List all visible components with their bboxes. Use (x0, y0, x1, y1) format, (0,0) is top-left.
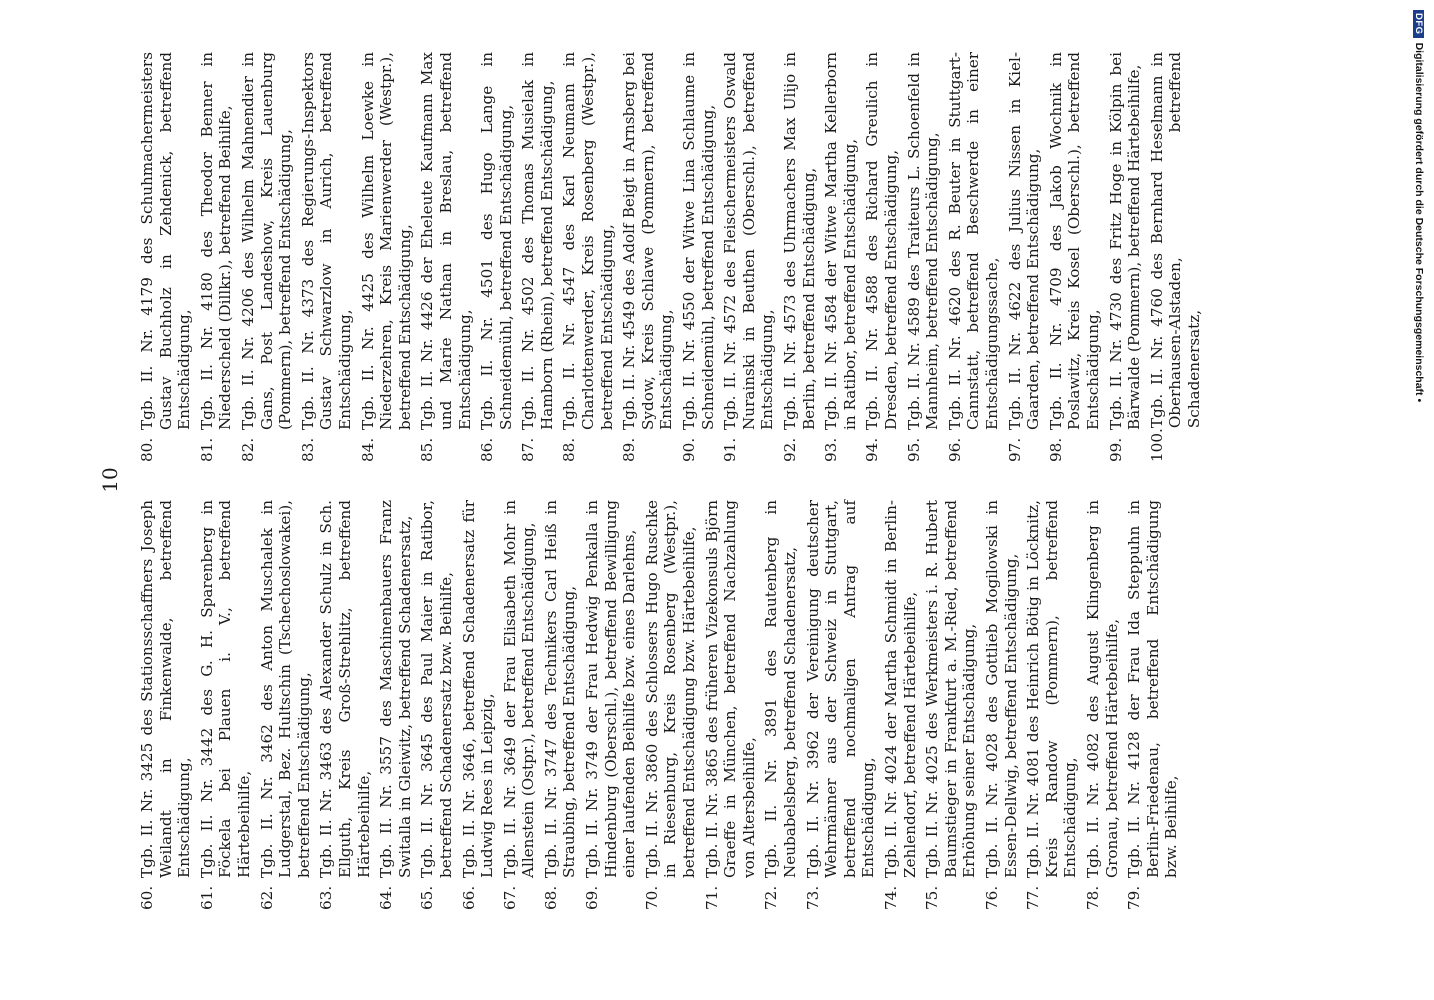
entry-number: 97. (1005, 437, 1024, 462)
entry-number: 63. (317, 885, 336, 910)
entry-text: Tgb. II. Nr. 3749 der Frau Hedwig Penkalla in Hindenburg (Oberschl.), betreffend Bewilligung einer laufenden Beihilfe bzw. eines Darlehns, (583, 500, 639, 878)
entry-text: Tgb. II. Nr. 4082 des August Klingenberg in Gronau, betreffend Härtebeihilfe, (1083, 500, 1121, 878)
list-item (822, 52, 859, 462)
entry-text: Tgb. II. Nr. 4180 des Theodor Benner in Niederscheld (Dillkr.), betreffend Beihilfe, (197, 52, 235, 430)
list-item (519, 52, 556, 462)
list-item (905, 52, 942, 462)
entry-text: Tgb. II. Nr. 4179 des Schuhmachermeisters Gustav Buchholz in Zehdenick, betreffend Entschädigung, (138, 52, 194, 430)
entry-text: Tgb. II. Nr. 3463 des Alexander Schulz in Sch. Ellguth, Kreis Groß-Strehlitz, betreffend Härtebeihilfe, (317, 500, 373, 878)
entry-number: 100. (1147, 428, 1166, 462)
list-item (138, 52, 194, 462)
list-item (703, 500, 759, 910)
entry-number: 98. (1046, 437, 1065, 462)
list-item (418, 52, 474, 462)
entry-text: Tgb. II. Nr. 4501 des Hugo Lange in Schneidemühl, betreffend Entschädigung, (478, 52, 515, 430)
entry-number: 91. (721, 437, 740, 462)
list-item (198, 52, 235, 462)
list-item (946, 52, 1002, 462)
entry-number: 61. (197, 885, 216, 910)
entry-number: 73. (803, 885, 822, 910)
entry-text: Tgb. II. Nr. 3462 des Anton Muschalek in Ludgerstal, Bez. Hultschin (Tschechoslowakei), betreffend Entschädigung, (257, 500, 313, 878)
list-item (1084, 500, 1121, 910)
entry-number: 65. (418, 885, 437, 910)
list-item (781, 52, 818, 462)
list-item (239, 52, 295, 462)
list-item (583, 500, 639, 910)
entry-number: 78. (1083, 885, 1102, 910)
entry-number: 94. (863, 437, 882, 462)
entry-text: Tgb. II. Nr. 4550 der Witwe Lina Schlaume in Schneidemühl, betreffend Entschädigung, (680, 52, 717, 430)
entry-number: 80. (138, 437, 156, 462)
entry-number: 68. (541, 885, 560, 910)
list-item (258, 500, 314, 910)
entry-text: Tgb. II. Nr. 4572 des Fleischermeisters Oswald Nurainski in Beuthen (Oberschl.), betreffend Entschädigung, (721, 52, 777, 430)
list-item (460, 500, 497, 910)
entry-number: 79. (1125, 885, 1144, 910)
entry-text: Tgb. II. Nr. 4549 des Adolf Beigt in Arnsberg bei Sydow, Kreis Schlawe (Pommern), betreffend Entschädigung, (620, 52, 676, 430)
page-number: 10 (98, 467, 122, 493)
left-column (138, 500, 1185, 910)
entry-number: 62. (257, 885, 276, 910)
list-item (1024, 500, 1080, 910)
list-item (983, 500, 1020, 910)
entry-text: Tgb. II. Nr. 3860 des Schlossers Hugo Ruschke in Riesenburg, Kreis Rosenberg (Westpr.), betreffend Entschädigung bzw. Härtebeihilfe, (642, 500, 699, 878)
entry-text: Tgb. II. Nr. 3646, betreffend Schadenersatz für Ludwig Rees in Leipzig, (459, 500, 497, 878)
list-item (317, 500, 373, 910)
entry-text: Tgb. II. Nr. 3649 der Frau Elisabeth Mohr in Allenstein (Ostpr.), betreffend Entschädigung, (500, 500, 538, 878)
entry-text: Tgb. II. Nr. 3645 des Paul Maier in Ratibor, betreffend Schadenersatz bzw. Beihilfe, (418, 500, 455, 878)
list-item (680, 52, 717, 462)
list-item (721, 52, 777, 462)
entry-number: 93. (822, 437, 841, 462)
list-item (620, 52, 676, 462)
entry-text: Tgb. II. Nr. 3442 des G. H. Sparenberg in Föckela bei Plauen i. V., betreffend Härtebeihilfe, (197, 500, 253, 878)
entry-text: Tgb. II. Nr. 4025 des Werkmeisters i. R. Hubert Baumstieger in Frankfurt a. M.-Ried, betreffend Erhöhung seiner Entschädigung, (923, 500, 979, 878)
entry-number: 92. (781, 437, 799, 462)
list-item (1107, 52, 1144, 462)
entry-number: 77. (1024, 885, 1043, 910)
entry-number: 83. (298, 437, 317, 462)
entry-text: Tgb. II. Nr. 3891 des Rautenberg in Neubabelsberg, betreffend Schadenersatz, (762, 500, 799, 878)
list-item (882, 500, 919, 910)
entry-number: 85. (418, 437, 437, 462)
entry-text: Tgb. II. Nr. 3747 des Technikers Carl Heiß in Straubing, betreffend Entschädigung, (541, 500, 579, 878)
entry-number: 74. (881, 885, 900, 910)
entry-number: 88. (560, 437, 579, 462)
entry-text: Tgb. II. Nr. 4709 des Jakob Wochnik in Poslawitz, Kreis Kosel (Oberschl.), betreffend Entschädigung, (1046, 52, 1102, 430)
list-item (1125, 500, 1181, 910)
entry-number: 72. (762, 885, 781, 910)
list-item (1006, 52, 1043, 462)
right-column (138, 52, 1207, 462)
entry-text: Tgb. II. Nr. 4760 des Bernhard Heselmann in Oberhausen-Alstaden, betreffend Schadenersatz, (1147, 52, 1203, 429)
list-item (863, 52, 900, 462)
entry-number: 76. (982, 885, 1001, 910)
list-item (542, 500, 579, 910)
entry-text: Tgb. II. Nr. 4730 des Fritz Hoge in Kölpin bei Bärwalde (Pommern), betreffend Härtebeihilfe, (1106, 52, 1144, 430)
credit-text: Digitalisierung gefördert durch die Deutsche Forschungsgemeinschaft • (1413, 42, 1425, 403)
entry-text: Tgb. II. Nr. 3425 des Stationsschaffners Joseph Weilandt in Finkenwalde, betreffend Entschädigung, (138, 500, 194, 878)
entry-text: Tgb. II. Nr. 4425 des Wilhelm Loewke in Niederzehren, Kreis Marienwerder (Westpr.), betreffend Entschädigung, (358, 52, 414, 430)
list-item (1148, 52, 1204, 462)
entry-text: Tgb. II. Nr. 4584 der Witwe Martha Kellerborn in Ratibor, betreffend Entschädigung, (822, 52, 859, 430)
entry-number: 87. (519, 437, 538, 462)
dfg-logo: DFG (1413, 10, 1424, 38)
entry-text: Tgb. II. Nr. 4426 der Eheleute Kaufmann Max und Marie Nathan in Breslau, betreffend Entschädigung, (418, 52, 474, 430)
entry-text: Tgb. II. Nr. 4373 des Regierungs-Inspektors Gustav Schwarzlow in Aurich, betreffend Entschädigung, (298, 52, 354, 430)
entry-number: 89. (620, 437, 639, 462)
entry-text: Tgb. II. Nr. 4502 des Thomas Musielak in Hamborn (Rhein), betreffend Entschädigung, (519, 52, 556, 430)
entry-number: 70. (642, 885, 661, 910)
entry-number: 60. (138, 885, 156, 910)
entry-text: Tgb. II. Nr. 4622 des Julius Nissen in Kiel-Gaarden, betreffend Entschädigung, (1005, 52, 1043, 430)
entry-number: 95. (904, 437, 923, 462)
entry-text: Tgb. II. Nr. 4589 des Traiteurs L. Schoenfeld in Mannheim, betreffend Entschädigung, (904, 52, 942, 430)
list-item (501, 500, 538, 910)
entry-number: 64. (377, 885, 396, 910)
list-item (418, 500, 455, 910)
entry-text: Tgb. II. Nr. 3557 des Maschinenbauers Franz Switalla in Gleiwitz, betreffend Schadenersatz, (377, 500, 414, 878)
entry-text: Tgb. II. Nr. 4620 des R. Beuter in Stuttgart-Cannstatt, betreffend Beschwerde in einer Entschädigungssache, (945, 52, 1001, 430)
list-item (377, 500, 414, 910)
entry-text: Tgb. II. Nr. 4024 der Martha Schmidt in Berlin-Zehlendorf, betreffend Härtebeihilfe, (881, 500, 919, 878)
entry-number: 84. (358, 437, 377, 462)
entry-text: Tgb. II. Nr. 3962 der Vereinigung deutscher Wehrmänner aus der Schweiz in Stuttgart, betreffend nochmaligen Antrag auf Entschädigung, (803, 500, 878, 878)
entry-text: Tgb. II. Nr. 4081 des Heinrich Bötig in Löcknitz, Kreis Randow (Pommern), betreffend Entschädigung, (1024, 500, 1080, 878)
entry-number: 71. (702, 885, 721, 910)
list-item (359, 52, 415, 462)
entry-number: 69. (583, 885, 602, 910)
entry-number: 90. (680, 437, 699, 462)
digitization-credit (1413, 10, 1425, 402)
entry-number: 67. (500, 885, 519, 910)
list-item (478, 52, 515, 462)
list-item (923, 500, 979, 910)
entry-number: 86. (478, 437, 497, 462)
list-item (1047, 52, 1103, 462)
list-item (560, 52, 616, 462)
entry-number: 66. (459, 885, 478, 910)
entry-number: 96. (945, 437, 964, 462)
entry-text: Tgb. II. Nr. 4206 des Wilhelm Mahnendier in Gans, Post Landeshow, Kreis Lauenburg (Pommern), betreffend Entschädigung, (238, 52, 295, 430)
entry-text: Tgb. II. Nr. 4588 des Richard Greulich in Dresden, betreffend Entschädigung, (863, 52, 900, 430)
entry-text: Tgb. II. Nr. 4573 des Uhrmachers Max Ulijo in Berlin, betreffend Entschädigung, (781, 52, 818, 430)
entry-number: 99. (1106, 437, 1125, 462)
list-item (138, 500, 194, 910)
entry-text: Tgb. II. Nr. 4547 des Karl Neumann in Charlottenwerder, Kreis Rosenberg (Westpr.), betreffend Entschädigung, (560, 52, 616, 430)
entry-number: 82. (238, 437, 257, 462)
entry-text: Tgb. II. Nr. 3865 des früheren Vizekonsuls Björn Graeffe in München, betreffend Nachzahlung von Altersbeihilfe, (702, 500, 758, 878)
list-item (804, 500, 878, 910)
rotated-document-sheet (100, 50, 1400, 910)
entry-number: 75. (923, 885, 942, 910)
list-item (299, 52, 355, 462)
entry-text: Tgb. II. Nr. 4128 der Frau Ida Steppuhn in Berlin-Friedenau, betreffend Entschädigung bzw. Beihilfe, (1125, 500, 1181, 878)
list-item (643, 500, 699, 910)
list-item (198, 500, 254, 910)
entry-text: Tgb. II. Nr. 4028 des Gottlieb Mogilowski in Essen-Dellwig, betreffend Entschädigung, (982, 500, 1020, 878)
entry-number: 81. (197, 437, 216, 462)
list-item (762, 500, 799, 910)
